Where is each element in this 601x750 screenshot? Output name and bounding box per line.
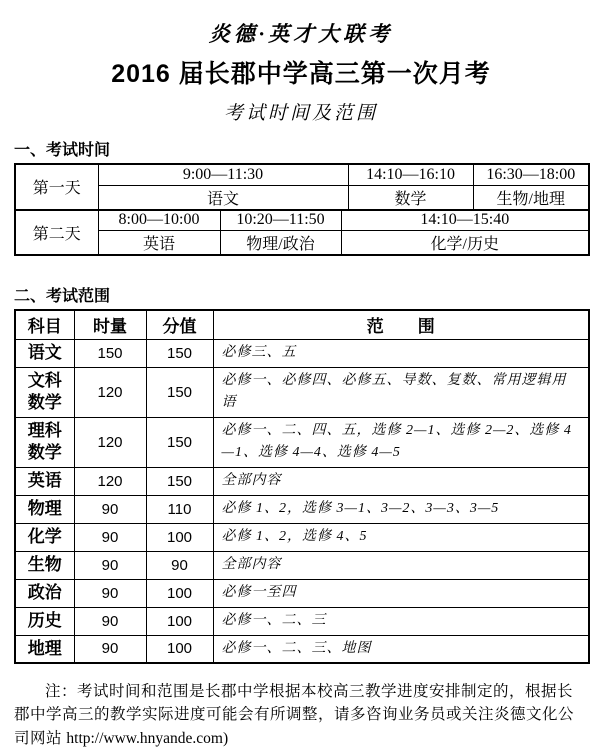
day1-times-row <box>15 164 589 185</box>
duration-cell: 90 <box>74 551 146 579</box>
duration-cell: 120 <box>74 467 146 495</box>
brand-title: 炎德·英才大联考 <box>208 22 394 46</box>
scope-cell: 全部内容 <box>213 467 589 495</box>
day2-subject-2: 物理/政治 <box>220 231 341 256</box>
score-cell: 100 <box>146 635 213 663</box>
score-cell: 90 <box>146 551 213 579</box>
day1-subjects-row <box>15 185 589 210</box>
scope-row-politics <box>15 579 589 607</box>
col-header-duration: 时量 <box>74 310 146 339</box>
scope-cell: 必修 1、2，选修 3—1、3—2、3—3、3—5 <box>213 495 589 523</box>
subject-cell: 地理 <box>15 635 74 663</box>
scope-row-chinese <box>15 339 589 367</box>
day2-time-1: 8:00—10:00 <box>98 210 220 231</box>
score-cell: 150 <box>146 339 213 367</box>
subject-cell: 生物 <box>15 551 74 579</box>
duration-cell: 90 <box>74 495 146 523</box>
duration-cell: 90 <box>74 523 146 551</box>
duration-cell: 120 <box>74 417 146 467</box>
col-header-scope: 范 围 <box>213 310 589 339</box>
day1-time-1: 9:00—11:30 <box>98 164 348 185</box>
scope-row-english <box>15 467 589 495</box>
day1-subject-1: 语文 <box>98 185 348 210</box>
scope-row-chemistry <box>15 523 589 551</box>
day1-time-2: 14:10—16:10 <box>348 164 473 185</box>
scope-cell: 全部内容 <box>213 551 589 579</box>
score-cell: 150 <box>146 467 213 495</box>
scope-header-row <box>15 310 589 339</box>
exam-time-table <box>14 163 590 256</box>
exam-scope-heading: 二、考试范围 <box>14 288 111 305</box>
subject-cell: 历史 <box>15 607 74 635</box>
scope-row-science-math <box>15 417 589 467</box>
day2-subjects-row <box>15 231 589 256</box>
duration-cell: 150 <box>74 339 146 367</box>
day2-label: 第二天 <box>15 210 98 256</box>
score-cell: 110 <box>146 495 213 523</box>
scope-cell: 必修三、五 <box>213 339 589 367</box>
scope-cell: 必修一、必修四、必修五、导数、复数、常用逻辑用语 <box>213 367 589 417</box>
scope-cell: 必修一、二、三、地图 <box>213 635 589 663</box>
scope-cell: 必修 1、2，选修 4、5 <box>213 523 589 551</box>
day2-time-2: 10:20—11:50 <box>220 210 341 231</box>
col-header-subject: 科目 <box>15 310 74 339</box>
day2-subject-1: 英语 <box>98 231 220 256</box>
scope-row-geography <box>15 635 589 663</box>
score-cell: 100 <box>146 579 213 607</box>
duration-cell: 90 <box>74 579 146 607</box>
day1-subject-3: 生物/地理 <box>473 185 589 210</box>
scope-row-liberal-math <box>15 367 589 417</box>
footer-note <box>14 680 588 750</box>
scope-row-biology <box>15 551 589 579</box>
exam-scope-table <box>14 309 590 664</box>
scope-cell: 必修一、二、四、五，选修 2—1、选修 2—2、选修 4—1、选修 4—4、选修 4—5 <box>213 417 589 467</box>
subject-cell: 语文 <box>15 339 74 367</box>
day1-subject-2: 数学 <box>348 185 473 210</box>
scope-row-history <box>15 607 589 635</box>
score-cell: 100 <box>146 607 213 635</box>
subject-cell: 文科数学 <box>15 367 74 417</box>
day1-time-3: 16:30—18:00 <box>473 164 589 185</box>
duration-cell: 120 <box>74 367 146 417</box>
main-title: 2016 届长郡中学高三第一次月考 <box>111 60 491 88</box>
score-cell: 150 <box>146 367 213 417</box>
subject-cell: 英语 <box>15 467 74 495</box>
subject-cell: 化学 <box>15 523 74 551</box>
day1-label: 第一天 <box>15 164 98 210</box>
day2-times-row <box>15 210 589 231</box>
footer-note-text: 注：考试时间和范围是长郡中学根据本校高三教学进度安排制定的，根据长郡中学高三的教学实际进度可能会有所调整，请多咨询业务员或关注炎德文化公司网站 <box>14 683 575 747</box>
score-cell: 100 <box>146 523 213 551</box>
subject-cell: 物理 <box>15 495 74 523</box>
scope-cell: 必修一至四 <box>213 579 589 607</box>
exam-time-heading: 一、考试时间 <box>14 142 111 159</box>
duration-cell: 90 <box>74 607 146 635</box>
scope-row-physics <box>15 495 589 523</box>
day2-time-3: 14:10—15:40 <box>341 210 589 231</box>
subject-cell: 政治 <box>15 579 74 607</box>
duration-cell: 90 <box>74 635 146 663</box>
subject-cell: 理科数学 <box>15 417 74 467</box>
document-header <box>14 18 588 125</box>
col-header-score: 分值 <box>146 310 213 339</box>
footer-note-url: http://www.hnyande.com) <box>66 729 229 747</box>
scope-cell: 必修一、二、三 <box>213 607 589 635</box>
day2-subject-3: 化学/历史 <box>341 231 589 256</box>
sub-title: 考试时间及范围 <box>223 103 378 124</box>
score-cell: 150 <box>146 417 213 467</box>
